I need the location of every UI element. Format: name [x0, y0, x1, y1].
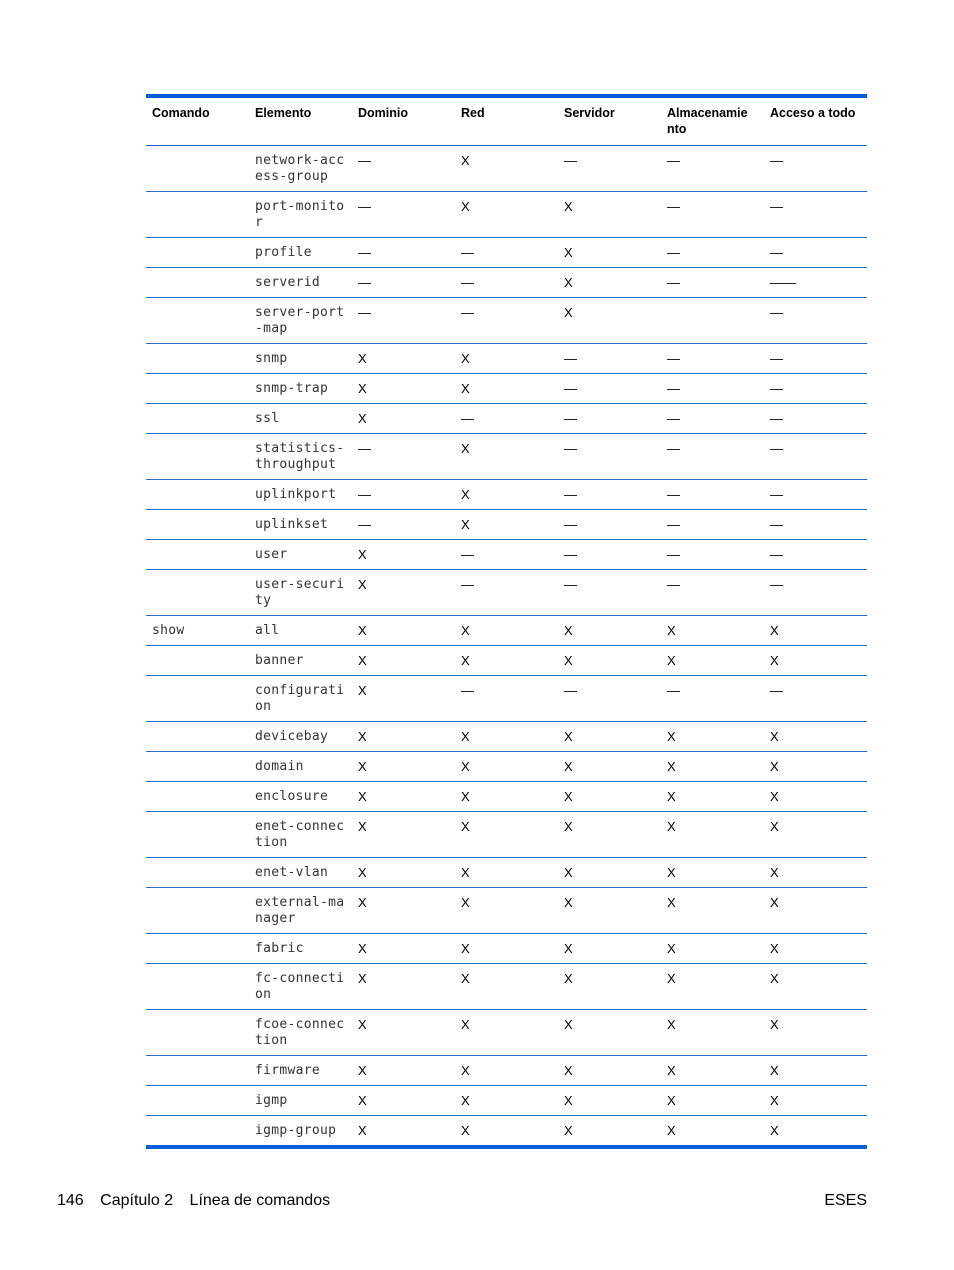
cell-comando — [146, 570, 249, 616]
chapter-title: Línea de comandos — [189, 1192, 331, 1209]
cell-servidor: X — [558, 268, 661, 298]
cell-red: X — [455, 1010, 558, 1056]
cell-almacenamiento: — — [661, 404, 764, 434]
cell-elemento: server-port-map — [249, 298, 352, 344]
cell-dominio: X — [352, 570, 455, 616]
cell-comando — [146, 404, 249, 434]
cell-elemento: uplinkset — [249, 510, 352, 540]
table-row — [146, 510, 867, 540]
cell-red: X — [461, 1123, 470, 1138]
cell-almacenamiento: X — [661, 722, 764, 752]
cell-almacenamiento: — — [661, 374, 764, 404]
cell-servidor: X — [558, 858, 661, 888]
cell-acceso-a-todo: X — [764, 722, 867, 752]
cell-elemento: uplinkport — [249, 480, 352, 510]
cell-dominio: X — [352, 344, 455, 374]
cell-servidor: X — [558, 1010, 661, 1056]
cell-elemento: snmp-trap — [249, 374, 352, 404]
header-acceso-a-todo: Acceso a todo — [764, 96, 867, 146]
cell-comando — [146, 268, 249, 298]
cell-servidor: — — [558, 374, 661, 404]
cell-almacenamiento: X — [661, 934, 764, 964]
cell-comando — [146, 510, 249, 540]
cell-servidor: X — [558, 646, 661, 676]
cell-dominio: — — [352, 298, 455, 344]
table-row — [146, 676, 867, 722]
cell-elemento: serverid — [249, 268, 352, 298]
table-row — [146, 434, 867, 480]
cell-acceso-a-todo: — — [764, 192, 867, 238]
table-row — [146, 540, 867, 570]
cell-red: X — [455, 146, 558, 192]
table-row — [146, 1086, 867, 1116]
cell-comando — [146, 964, 249, 1010]
cell-comando: show — [146, 616, 249, 646]
cell-elemento: user-security — [249, 570, 352, 616]
cell-almacenamiento: X — [661, 616, 764, 646]
cell-elemento: enet-vlan — [249, 858, 352, 888]
cell-dominio: X — [352, 404, 455, 434]
cell-comando — [146, 858, 249, 888]
cell-dominio: X — [358, 1123, 367, 1138]
cell-dominio: X — [352, 722, 455, 752]
cell-servidor: X — [558, 964, 661, 1010]
cell-almacenamiento: — — [661, 344, 764, 374]
cell-dominio: X — [352, 1010, 455, 1056]
cell-elemento: enclosure — [249, 782, 352, 812]
cell-almacenamiento: — — [661, 238, 764, 268]
cell-dominio: X — [352, 934, 455, 964]
cell-almacenamiento — [661, 298, 764, 344]
cell-servidor: — — [558, 480, 661, 510]
table-row — [146, 1116, 867, 1148]
cell-comando — [146, 934, 249, 964]
table-row — [146, 616, 867, 646]
header-red: Red — [455, 96, 558, 146]
cell-almacenamiento: — — [661, 146, 764, 192]
cell-red: X — [455, 434, 558, 480]
cell-dominio: X — [352, 1086, 455, 1116]
cell-acceso-a-todo: X — [764, 1086, 867, 1116]
table-row — [146, 646, 867, 676]
cell-servidor: — — [558, 510, 661, 540]
table-row — [146, 146, 867, 192]
cell-acceso-a-todo: — — [764, 570, 867, 616]
cell-servidor: — — [558, 570, 661, 616]
cell-servidor: — — [558, 344, 661, 374]
cell-acceso-a-todo: — — [764, 540, 867, 570]
cell-red: X — [455, 192, 558, 238]
cell-comando — [146, 238, 249, 268]
cell-dominio: X — [352, 1056, 455, 1086]
cell-dominio: X — [352, 374, 455, 404]
cell-dominio: X — [352, 782, 455, 812]
cell-servidor: X — [558, 1056, 661, 1086]
cell-almacenamiento: — — [661, 570, 764, 616]
cell-acceso-a-todo: — — [764, 374, 867, 404]
table-row — [146, 858, 867, 888]
cell-comando — [146, 480, 249, 510]
cell-comando — [146, 722, 249, 752]
cell-dominio: — — [352, 146, 455, 192]
cell-dominio: — — [352, 192, 455, 238]
cell-servidor: X — [564, 1123, 573, 1138]
table-row — [146, 374, 867, 404]
cell-red: X — [455, 934, 558, 964]
cell-servidor: — — [558, 404, 661, 434]
cell-servidor: X — [558, 934, 661, 964]
cell-dominio: — — [352, 510, 455, 540]
table-row — [146, 934, 867, 964]
table-row — [146, 192, 867, 238]
cell-servidor: X — [558, 616, 661, 646]
cell-servidor: X — [558, 812, 661, 858]
cell-elemento: igmp — [249, 1086, 352, 1116]
cell-almacenamiento: X — [661, 646, 764, 676]
cell-red: X — [455, 1086, 558, 1116]
cell-almacenamiento: — — [661, 434, 764, 480]
cell-almacenamiento: X — [661, 1086, 764, 1116]
cell-acceso-a-todo: X — [770, 1123, 779, 1138]
table-row — [146, 722, 867, 752]
cell-dominio: — — [352, 268, 455, 298]
cell-elemento: devicebay — [249, 722, 352, 752]
cell-comando — [146, 192, 249, 238]
cell-comando — [146, 434, 249, 480]
cell-almacenamiento: X — [661, 858, 764, 888]
cell-comando — [146, 540, 249, 570]
cell-servidor: X — [558, 722, 661, 752]
table-row — [146, 782, 867, 812]
cell-dominio: X — [352, 616, 455, 646]
table-row — [146, 268, 867, 298]
cell-acceso-a-todo: X — [764, 964, 867, 1010]
cell-acceso-a-todo: X — [764, 646, 867, 676]
cell-acceso-a-todo: —— — [764, 268, 867, 298]
cell-elemento: user — [249, 540, 352, 570]
cell-red: X — [455, 510, 558, 540]
cell-acceso-a-todo: X — [764, 752, 867, 782]
cell-acceso-a-todo: X — [764, 858, 867, 888]
table-row — [146, 238, 867, 268]
table-row — [146, 1010, 867, 1056]
cell-red: X — [455, 1056, 558, 1086]
cell-servidor: X — [558, 298, 661, 344]
cell-dominio: X — [352, 888, 455, 934]
table-row — [146, 1056, 867, 1086]
cell-comando — [146, 782, 249, 812]
cell-acceso-a-todo: — — [764, 344, 867, 374]
cell-servidor: X — [558, 1086, 661, 1116]
cell-almacenamiento: X — [661, 964, 764, 1010]
header-almacenamiento: Almacenamie nto — [661, 96, 764, 146]
cell-elemento: snmp — [249, 344, 352, 374]
cell-servidor: — — [558, 146, 661, 192]
cell-acceso-a-todo: X — [764, 812, 867, 858]
cell-elemento: ssl — [249, 404, 352, 434]
table-row — [146, 404, 867, 434]
cell-acceso-a-todo: X — [764, 616, 867, 646]
cell-acceso-a-todo: — — [764, 298, 867, 344]
cell-red: X — [455, 344, 558, 374]
cell-almacenamiento: — — [661, 480, 764, 510]
cell-elemento: domain — [249, 752, 352, 782]
cell-comando — [146, 812, 249, 858]
cell-acceso-a-todo: — — [764, 238, 867, 268]
cell-dominio: X — [352, 812, 455, 858]
table-row — [146, 480, 867, 510]
cell-servidor: X — [558, 888, 661, 934]
cell-acceso-a-todo: X — [764, 934, 867, 964]
cell-red: X — [455, 782, 558, 812]
cell-red: X — [455, 646, 558, 676]
cell-elemento: firmware — [249, 1056, 352, 1086]
cell-servidor: X — [558, 192, 661, 238]
cell-servidor: — — [558, 540, 661, 570]
cell-red: — — [455, 540, 558, 570]
cell-dominio: X — [352, 964, 455, 1010]
cell-red: — — [455, 298, 558, 344]
cell-comando — [146, 1086, 249, 1116]
cell-acceso-a-todo: — — [764, 404, 867, 434]
cell-red: X — [455, 752, 558, 782]
cell-comando — [146, 752, 249, 782]
cell-almacenamiento: — — [661, 510, 764, 540]
header-elemento: Elemento — [249, 96, 352, 146]
cell-acceso-a-todo: X — [764, 888, 867, 934]
cell-acceso-a-todo: — — [764, 480, 867, 510]
cell-red: X — [455, 616, 558, 646]
cell-comando — [146, 646, 249, 676]
cell-acceso-a-todo: X — [764, 782, 867, 812]
cell-comando — [146, 1116, 249, 1148]
cell-almacenamiento: X — [661, 782, 764, 812]
cell-red: X — [455, 480, 558, 510]
cell-almacenamiento: X — [667, 1123, 676, 1138]
cell-dominio: X — [352, 540, 455, 570]
cell-dominio: X — [352, 752, 455, 782]
cell-almacenamiento: X — [661, 888, 764, 934]
cell-almacenamiento: — — [661, 268, 764, 298]
cell-red: X — [455, 722, 558, 752]
cell-almacenamiento: X — [661, 1056, 764, 1086]
cell-elemento: banner — [249, 646, 352, 676]
cell-servidor: — — [558, 676, 661, 722]
page-number: 146 — [57, 1192, 84, 1209]
header-dominio: Dominio — [352, 96, 455, 146]
cell-elemento: external-manager — [249, 888, 352, 934]
cell-acceso-a-todo: — — [764, 146, 867, 192]
cell-comando — [146, 1056, 249, 1086]
cell-acceso-a-todo: — — [764, 676, 867, 722]
cell-comando — [146, 298, 249, 344]
cell-dominio: X — [352, 858, 455, 888]
cell-servidor: X — [558, 752, 661, 782]
cell-comando — [146, 146, 249, 192]
cell-elemento: port-monitor — [249, 192, 352, 238]
cell-servidor: X — [558, 238, 661, 268]
cell-acceso-a-todo: X — [764, 1010, 867, 1056]
cell-comando — [146, 676, 249, 722]
table-row — [146, 964, 867, 1010]
table-row — [146, 752, 867, 782]
chapter-label: Capítulo 2 — [100, 1192, 174, 1209]
table-row — [146, 812, 867, 858]
cell-red: X — [455, 858, 558, 888]
cell-elemento: fc-connection — [249, 964, 352, 1010]
cell-almacenamiento: X — [661, 1010, 764, 1056]
cell-red: — — [455, 268, 558, 298]
table-row — [146, 298, 867, 344]
header-comando: Comando — [146, 96, 249, 146]
cell-red: — — [455, 404, 558, 434]
header-servidor: Servidor — [558, 96, 661, 146]
cell-acceso-a-todo: — — [764, 510, 867, 540]
cell-elemento: configuration — [249, 676, 352, 722]
cell-elemento: network-access-group — [249, 146, 352, 192]
cell-servidor: — — [558, 434, 661, 480]
cell-elemento: all — [249, 616, 352, 646]
cell-dominio: — — [352, 238, 455, 268]
cell-elemento: fcoe-connection — [249, 1010, 352, 1056]
cell-almacenamiento: — — [661, 676, 764, 722]
table-row — [146, 344, 867, 374]
table-header-row — [146, 96, 867, 146]
cell-red: — — [455, 570, 558, 616]
cell-elemento: statistics-throughput — [249, 434, 352, 480]
cell-red: — — [455, 238, 558, 268]
cell-red: X — [455, 374, 558, 404]
cell-servidor: X — [558, 782, 661, 812]
cell-comando — [146, 888, 249, 934]
cell-elemento: fabric — [249, 934, 352, 964]
page-footer-locale: ESES — [824, 1192, 867, 1209]
cell-red: X — [455, 964, 558, 1010]
cell-almacenamiento: X — [661, 752, 764, 782]
table-body — [146, 146, 867, 1148]
cell-almacenamiento: — — [661, 192, 764, 238]
cell-comando — [146, 1010, 249, 1056]
cell-red: X — [455, 812, 558, 858]
cell-elemento: enet-connection — [249, 812, 352, 858]
table-row — [146, 888, 867, 934]
cell-elemento: igmp-group — [255, 1123, 337, 1138]
commands-table — [146, 94, 867, 1149]
cell-acceso-a-todo: — — [764, 434, 867, 480]
table-row — [146, 570, 867, 616]
cell-comando — [146, 374, 249, 404]
cell-comando — [146, 344, 249, 374]
page-footer-left — [57, 1192, 342, 1210]
cell-dominio: X — [352, 646, 455, 676]
cell-elemento: profile — [249, 238, 352, 268]
cell-dominio: X — [352, 676, 455, 722]
cell-almacenamiento: — — [661, 540, 764, 570]
cell-dominio: — — [352, 480, 455, 510]
cell-red: — — [455, 676, 558, 722]
cell-almacenamiento: X — [661, 812, 764, 858]
cell-red: X — [455, 888, 558, 934]
cell-dominio: — — [352, 434, 455, 480]
cell-acceso-a-todo: X — [764, 1056, 867, 1086]
